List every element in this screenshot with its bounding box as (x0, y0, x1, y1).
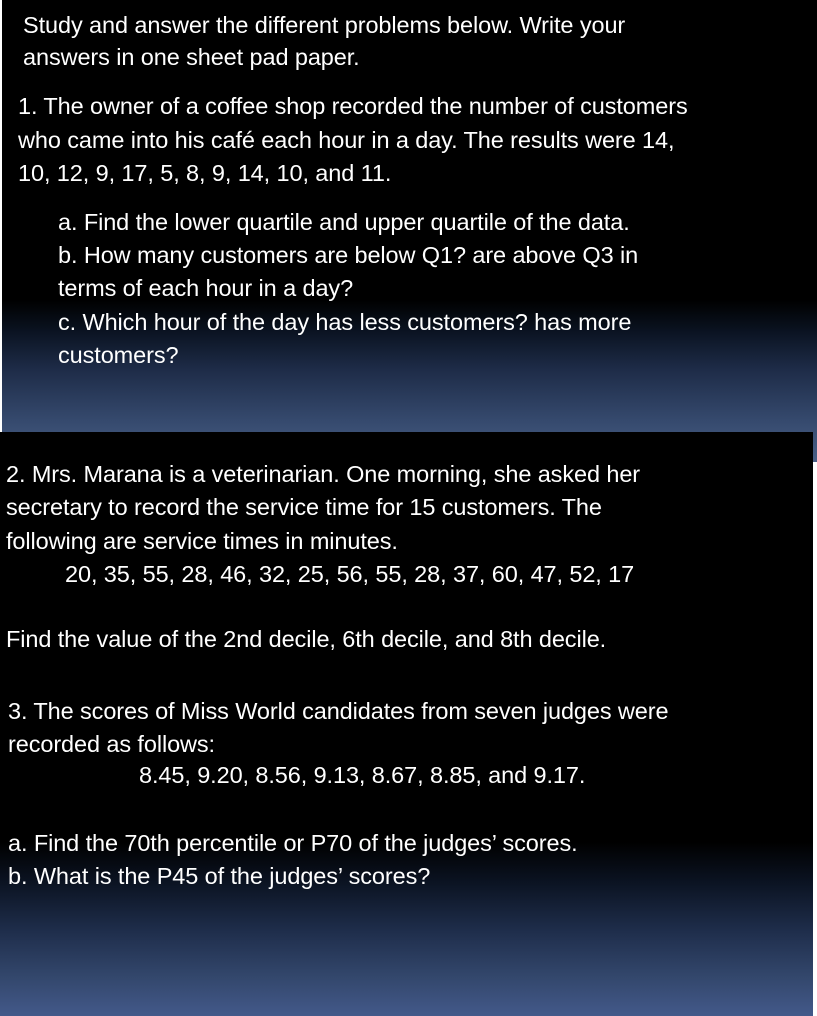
problem-1-question-c-line-1: c. Which hour of the day has less customers? has more (58, 309, 632, 335)
problem-1-line-2: who came into his café each hour in a day. The results were 14, (18, 127, 675, 153)
problem-3-question-b: b. What is the P45 of the judges’ scores? (8, 863, 431, 889)
problem-1-question-b-line-2: terms of each hour in a day? (58, 275, 354, 301)
problem-2-line-2: secretary to record the service time for 15 customers. The (6, 494, 602, 520)
slide-problems-2-3 (0, 432, 813, 1016)
problem-2-data: 20, 35, 55, 28, 46, 32, 25, 56, 55, 28, 37, 60, 47, 52, 17 (65, 561, 635, 587)
intro-line-2: answers in one sheet pad paper. (23, 44, 360, 70)
problem-1-question-a: a. Find the lower quartile and upper quartile of the data. (58, 209, 630, 235)
problem-3-data: 8.45, 9.20, 8.56, 9.13, 8.67, 8.85, and 9.17. (139, 762, 586, 788)
problem-3-line-2: recorded as follows: (8, 731, 215, 757)
problem-2-line-1: 2. Mrs. Marana is a veterinarian. One morning, she asked her (6, 461, 641, 487)
problem-1-question-c-line-2: customers? (58, 342, 179, 368)
slide-problem-1 (2, 0, 817, 462)
problem-3-question-a: a. Find the 70th percentile or P70 of the judges’ scores. (8, 830, 578, 856)
problem-1-line-3: 10, 12, 9, 17, 5, 8, 9, 14, 10, and 11. (18, 160, 392, 186)
problem-2-question: Find the value of the 2nd decile, 6th decile, and 8th decile. (6, 626, 607, 652)
intro-line-1: Study and answer the different problems below. Write your (23, 12, 626, 38)
problem-3-line-1: 3. The scores of Miss World candidates from seven judges were (8, 698, 669, 724)
problem-1-question-b-line-1: b. How many customers are below Q1? are above Q3 in (58, 242, 639, 268)
problem-1-line-1: 1. The owner of a coffee shop recorded the number of customers (18, 93, 688, 119)
problem-2-line-3: following are service times in minutes. (6, 528, 398, 554)
